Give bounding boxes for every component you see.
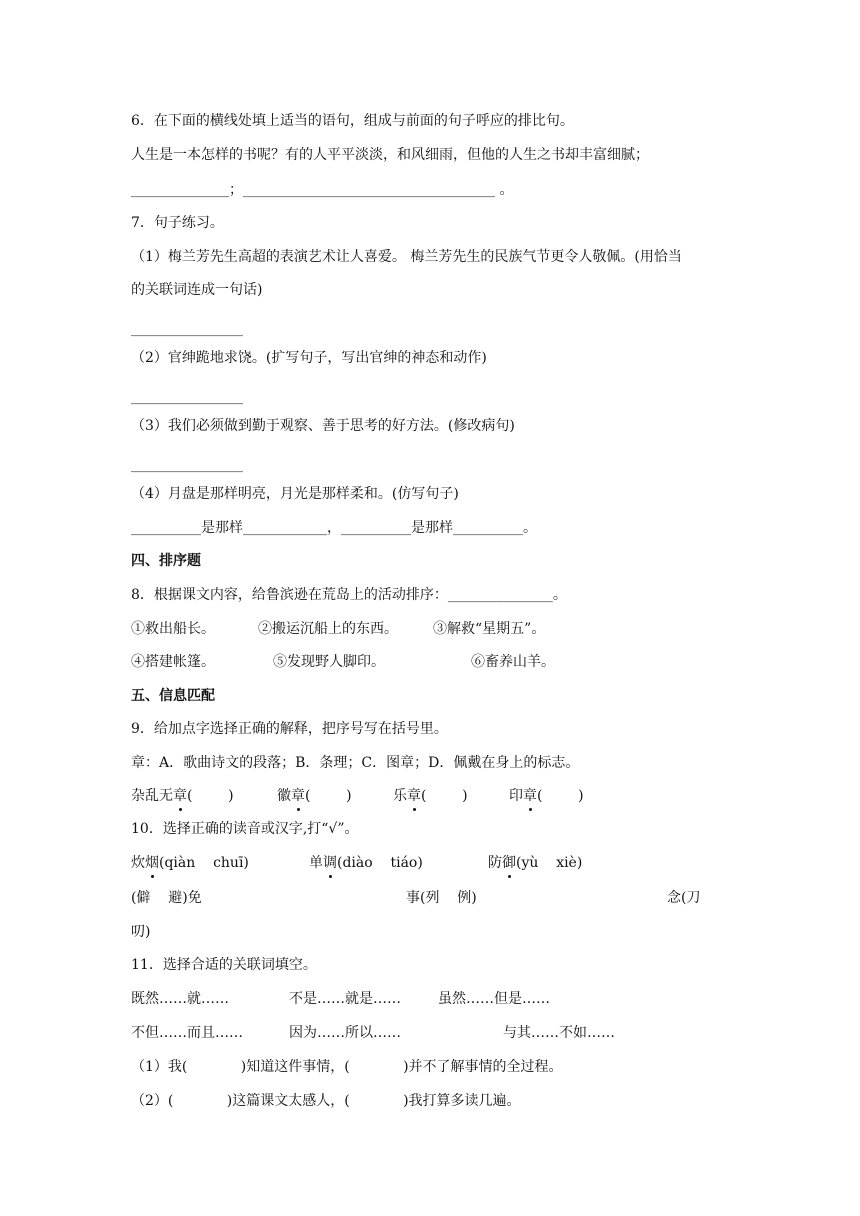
q7-part1-line1: （1）梅兰芳先生高超的表演艺术让人喜爱。 梅兰芳先生的民族气节更令人敬佩。(用恰当: [131, 249, 682, 265]
q10-prompt: 10．选择正确的读音或汉字,打“√”。: [131, 821, 359, 837]
q7-part1-blank[interactable]: ________________: [131, 321, 243, 337]
q11-option-4: 不但……而且……: [131, 1025, 243, 1041]
section-title-sorting: 四、排序题: [131, 553, 201, 569]
q11-option-2: 不是……就是……: [289, 991, 401, 1007]
q11-option-3: 虽然……但是……: [438, 991, 550, 1007]
q8-item-5: ⑤发现野人脚印。: [273, 654, 385, 670]
q11-sentence-1[interactable]: （1）我( )知道这件事情，( )并不了解事情的全过程。: [131, 1059, 563, 1075]
q7-part1-line2: 的关联词连成一句话): [131, 282, 263, 298]
q8-item-1: ①救出船长。: [131, 621, 215, 637]
q11-sentence-2[interactable]: （2）( )这篇课文太感人，( )我打算多读几遍。: [131, 1093, 521, 1109]
q9-definition: 章：A．歌曲诗文的段落；B．条理；C．图章；D．佩戴在身上的标志。: [131, 755, 580, 771]
q10-item-6-continued: 叨): [131, 924, 151, 940]
section-title-matching: 五、信息匹配: [131, 688, 215, 704]
q11-option-1: 既然……就……: [131, 991, 229, 1007]
q6-sentence: 人生是一本怎样的书呢？有的人平平淡淡，和风细雨，但他的人生之书却丰富细腻；: [131, 147, 649, 163]
q10-item-1[interactable]: 炊烟(qiàn chuī): [131, 855, 249, 871]
q10-item-5[interactable]: 事(列 例): [406, 890, 477, 906]
q7-part3-blank[interactable]: ________________: [131, 457, 243, 473]
q7-part4: （4）月盘是那样明亮，月光是那样柔和。(仿写句子): [131, 486, 459, 502]
q6-prompt: 6．在下面的横线处填上适当的语句，组成与前面的句子呼应的排比句。: [131, 113, 574, 129]
q8-item-2: ②搬运沉船上的东西。: [258, 621, 398, 637]
q7-part2: （2）官绅跪地求饶。(扩写句子，写出官绅的神态和动作): [131, 350, 487, 366]
q7-part4-blank[interactable]: __________是那样____________，__________是那样__________。: [131, 520, 537, 536]
q10-item-3[interactable]: 防御(yù xiè): [488, 855, 583, 871]
q8-prompt: 8．根据课文内容，给鲁滨逊在荒岛上的活动排序：_______________。: [131, 587, 567, 603]
q11-option-6: 与其……不如……: [503, 1025, 615, 1041]
q9-word-2[interactable]: 徽章( ): [277, 788, 352, 804]
q9-word-1[interactable]: 杂乱无章( ): [131, 788, 234, 804]
q9-word-4[interactable]: 印章( ): [509, 788, 584, 804]
q8-item-4: ④搭建帐篷。: [131, 654, 215, 670]
q6-answer-blank[interactable]: ______________；____________________________________ 。: [131, 182, 514, 198]
q10-item-4[interactable]: (僻 避)免: [131, 890, 202, 906]
q11-option-5: 因为……所以……: [289, 1025, 401, 1041]
q8-item-6: ⑥畜养山羊。: [471, 654, 555, 670]
q10-item-6[interactable]: 念(刀: [667, 890, 701, 906]
q9-word-3[interactable]: 乐章( ): [393, 788, 468, 804]
q9-prompt: 9．给加点字选择正确的解释，把序号写在括号里。: [131, 721, 448, 737]
q8-item-3: ③解救“星期五”。: [433, 621, 546, 637]
q7-part3: （3）我们必须做到勤于观察、善于思考的好方法。(修改病句): [131, 418, 515, 434]
q11-prompt: 11．选择合适的关联词填空。: [131, 957, 317, 973]
q7-prompt: 7．句子练习。: [131, 215, 224, 231]
q10-item-2[interactable]: 单调(diào tiáo): [309, 855, 423, 871]
q7-part2-blank[interactable]: ________________: [131, 389, 243, 405]
